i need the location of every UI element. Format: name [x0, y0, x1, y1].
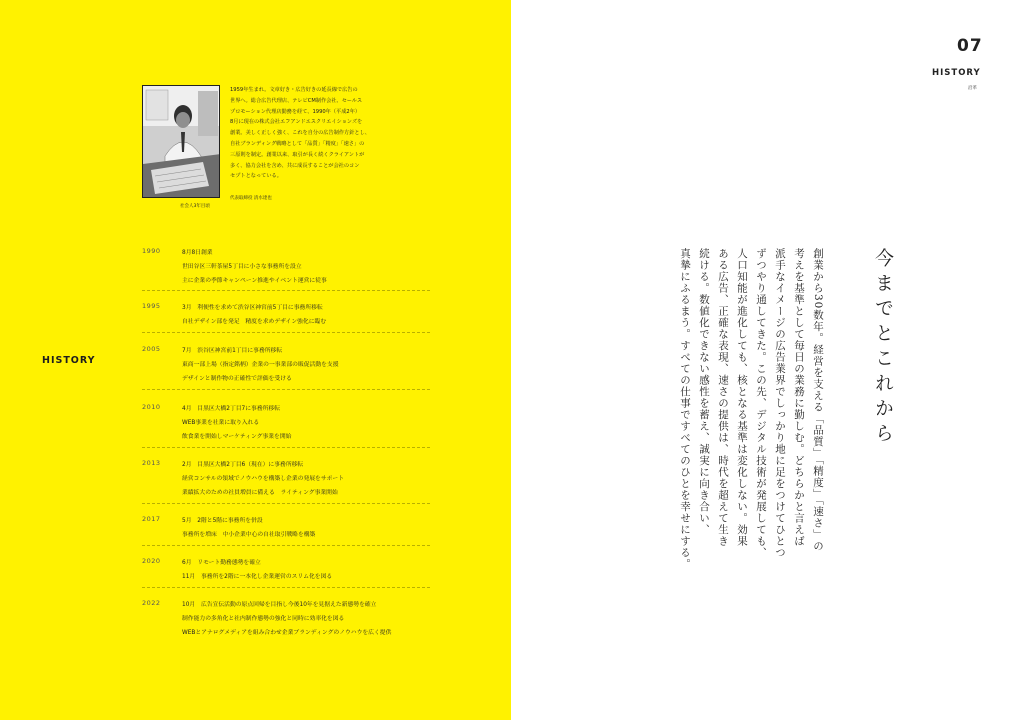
- timeline-divider: [142, 503, 430, 504]
- body-column: 真摯にふるまう。すべての仕事ですべてのひとを幸せにする。: [679, 248, 691, 570]
- bio-line: プロモーション代理店勤務を経て、1990年（平成2年）: [230, 108, 361, 115]
- timeline-detail: 飲食業を開始しマーケティング事業を開始: [182, 434, 292, 440]
- body-column: 人口知能が進化しても、核となる基準は変化しない。効果: [736, 248, 748, 547]
- timeline-headline: 3月 利便性を求めて渋谷区神宮前5丁目に事務所移転: [182, 305, 323, 311]
- timeline-detail: WEB事業を社業に取り入れる: [182, 420, 260, 426]
- timeline-detail: 業績拡大のための社員増員に備える ライティング事業開始: [182, 490, 338, 496]
- bio-line: 多く、協力会社を含め、共に成長することが会社のコン: [230, 162, 360, 169]
- body-column: 続ける。数値化できない感性を蓄え、誠実に向き合い、: [698, 248, 710, 536]
- timeline-year: 1990: [142, 247, 161, 255]
- timeline-year: 2022: [142, 599, 161, 607]
- side-history-label: HISTORY: [42, 355, 96, 366]
- founder-photo: [142, 85, 220, 198]
- timeline-detail: 事務所を増床 中小企業中心の自社取引戦略を構築: [182, 532, 316, 538]
- timeline-year: 2005: [142, 345, 161, 353]
- timeline-headline: 6月 リモート勤務態勢を確立: [182, 560, 261, 566]
- bio-line: 世界へ。総合広告代理店、テレビCM制作会社、セールス: [230, 97, 363, 104]
- body-column: 創業から30数年。経営を支える「品質」「精度」「速さ」の: [812, 248, 824, 552]
- timeline-headline: 4月 目黒区大橋2丁目7に事務所移転: [182, 406, 281, 412]
- bio-signature: 代表取締役 清水達也: [230, 196, 272, 201]
- timeline-year: 2017: [142, 515, 161, 523]
- timeline-divider: [142, 587, 430, 588]
- founder-bio: [230, 85, 410, 182]
- timeline-detail: WEBとアナログメディアを組み合わせ企業ブランディングのノウハウを広く提供: [182, 630, 392, 636]
- timeline-divider: [142, 389, 430, 390]
- timeline-divider: [142, 290, 430, 291]
- timeline-detail: 制作能力の多角化と社内制作態勢の強化と同時に効率化を図る: [182, 616, 345, 622]
- timeline-divider: [142, 332, 430, 333]
- bio-line: 自社ブランディング戦略として「品質」「精度」「速さ」の: [230, 140, 365, 147]
- timeline-detail: 世田谷区三軒茶屋5丁目に小さな事務所を設立: [182, 264, 302, 270]
- timeline-detail: 経営コンサルの領域でノウハウを構築し企業の発展をサポート: [182, 476, 345, 482]
- timeline-year: 2010: [142, 403, 161, 411]
- section-number: 07: [957, 36, 983, 56]
- timeline-year: 2020: [142, 557, 161, 565]
- bio-line: 創業。美しく正しく強く、これを自分の広告制作方針とし、: [230, 130, 370, 137]
- timeline-year: 1995: [142, 302, 161, 310]
- timeline-detail: 11月 事務所を2階に一本化し企業運営のスリム化を図る: [182, 574, 333, 580]
- timeline-year: 2013: [142, 459, 161, 467]
- timeline-detail: 主に企業の季節キャンペーン推進やイベント運営に従事: [182, 278, 327, 284]
- photo-caption: 社会人3年目頃: [180, 204, 210, 209]
- timeline-detail: デザインと制作物の正確性で評価を受ける: [182, 376, 292, 382]
- section-heading: HISTORY: [932, 68, 981, 78]
- timeline-divider: [142, 545, 430, 546]
- timeline-detail: 自社デザイン部を発足 精度を求めデザイン強化に臨む: [182, 319, 327, 325]
- timeline-headline: 10月 広告宣伝活動の原点回帰を目指し今後10年を見据えた新態勢を確立: [182, 602, 377, 608]
- timeline-headline: 2月 目黒区大橋2丁目6（現在）に事務所移転: [182, 462, 304, 468]
- body-column: 考えを基準として毎日の業務に勤しむ。どちらかと言えば: [793, 248, 805, 547]
- vertical-body-text: [675, 248, 827, 570]
- vertical-title: 今までとこれから: [872, 248, 894, 448]
- body-column: ずつやり通してきた。この先、デジタル技術が発展しても、: [755, 248, 767, 559]
- timeline-detail: 東商一部上場（指定銘柄）企業の一事業部の販促活動を支援: [182, 362, 339, 368]
- bio-line: セプトとなっている。: [230, 173, 282, 180]
- founder-photo-image: [143, 86, 220, 198]
- bio-line: 8月に現在の株式会社エフアンドエスクリエイションズを: [230, 119, 363, 126]
- bio-line: 三原則を制定。創業以来、取引が長く続くクライアントが: [230, 151, 365, 158]
- section-subheading: 沿革: [968, 86, 977, 91]
- bio-line: 1959年生まれ。文章好き・広告好きの延長線で広告の: [230, 87, 358, 93]
- timeline-divider: [142, 447, 430, 448]
- timeline-headline: 7月 渋谷区神宮前1丁目に事務所移転: [182, 348, 283, 354]
- body-column: 派手なイメージの広告業界でしっかり地に足をつけてひとつ: [774, 248, 786, 559]
- timeline-headline: 8月8日創業: [182, 250, 213, 256]
- body-column: ある広告、正確な表現、速さの提供は、時代を超えて生き: [717, 248, 729, 547]
- timeline-headline: 5月 2階と5階に事務所を併設: [182, 518, 263, 524]
